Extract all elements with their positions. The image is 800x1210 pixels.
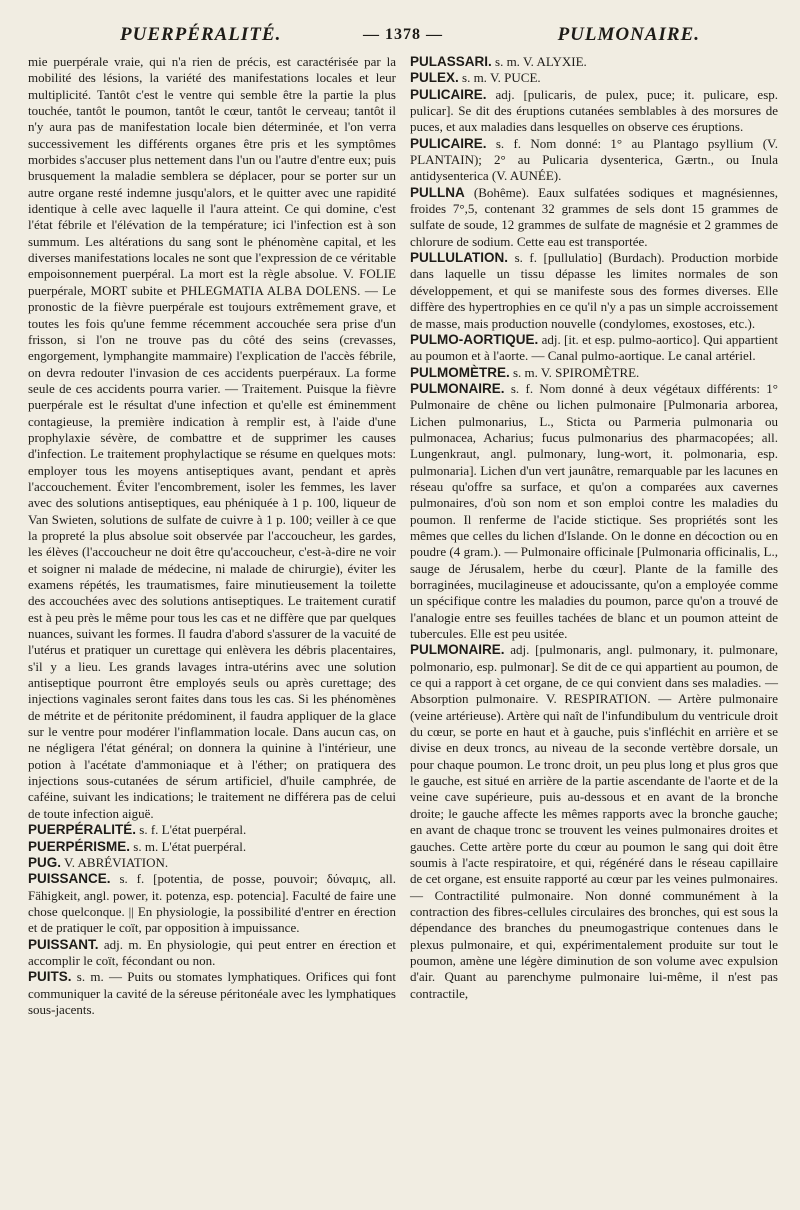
entry-puissant (28, 937, 396, 970)
entry-puits (28, 969, 396, 1018)
definition: s. m. — Puits ou stomates lymphatiques. Orifices qui font communiquer la cavité de la séreuse péritonéale avec les lymphatiques sous-jacents. (28, 969, 396, 1017)
entry-pulmometre (410, 365, 778, 381)
page-number: — 1378 — (363, 26, 443, 43)
running-head-left: PUERPÉRALITÉ. (120, 24, 282, 45)
definition: s. f. [potentia, de posse, pouvoir; δύναμις, all. Fähigkeit, angl. power, it. potenza, esp. potencia]. Faculté de faire une chose quelconque. || En physiologie, la possibilité d'entrer en érection et de pratiquer le coït, par opposition à impuissance. (28, 871, 397, 936)
headword: PULLULATION. (410, 250, 508, 266)
headword: PULMO-AORTIQUE. (410, 331, 539, 347)
two-column-body (28, 54, 778, 1018)
entry-pulex (410, 70, 778, 86)
headword: PULLNA (410, 184, 465, 200)
definition: s. f. Nom donné à deux végétaux différents: 1° Pulmonaire de chêne ou lichen pulmonaire [Pulmonaria arborea, Lichen pulmonarius, L., Sticta ou Parmeria pulmonaria ou pulmonacea, Acharius; fucus pulmonarius des pharmacopées; all. Lungenkraut, angl. pulmonary, lung-wort, it. polmonaria, esp. pulmonaria]. Lichen d'un vert jaunâtre, remarquable par les lacunes en réseau qu'offre sa surface, et qu'on a comparées aux cavernes pulmonaires, d'où son nom et son emploi contre les maladies du poumon. Il renferme de l'acide stictique. Ses propriétés sont les mêmes que celles du lichen d'Islande. On le donne en décoction ou en poudre (4 gram.). — Pulmonaire officinale [Pulmonaria officinalis, L., sauge de Jérusalem, herbe du cœur]. Plante de la famille des borraginées, mucilagineuse et adoucissante, qu'on a employée comme un spécifique contre les maladies du poumon, parce qu'on a trouvé de l'analogie entre ses feuilles tachées de blanc et un poumon atteint de tubercules. Elle est peu usitée. (410, 380, 779, 642)
running-head-right: PULMONAIRE. (557, 24, 700, 45)
headword: PULMONAIRE. (410, 380, 505, 396)
entry-pulmonaire-adj (410, 642, 778, 1002)
entry-pullulation (410, 250, 778, 332)
headword: PUERPÉRISME. (28, 838, 131, 854)
headword: PUITS. (28, 969, 72, 985)
headword: PUISSANT. (28, 936, 99, 952)
definition: adj. m. En physiologie, qui peut entrer en érection et accomplir le coït, fécondant ou non. (28, 936, 397, 968)
definition: s. f. Nom donné: 1° au Plantago psyllium (V. PLANTAIN); 2° au Pulicaria dysenterica, Gærtn., ou Inula antidysenterica (V. AUNÉE). (410, 135, 778, 184)
entry-pullna (410, 185, 778, 250)
definition: (Bohême). Eaux sulfatées sodiques et magnésiennes, froides 7°,5, contenant 32 grammes de sels dont 15 grammes de sulfate de soude, 12 grammes de sulfate de magnésie et 2 grammes de chlorure de sodium. Cette eau est transportée. (410, 184, 779, 249)
definition: s. f. [pullulatio] (Burdach). Production morbide dans laquelle un tissu dépasse les limites normales de son développement, et qui se manifeste sous des formes diverses. Elle diffère des hypertrophies en ce qu'il n'y a pas un simple accroissement de masse, mais production nouvelle (condylomes, exostoses, etc.). (410, 250, 779, 331)
definition: V. ABRÉVIATION. (64, 854, 169, 870)
definition: s. m. V. SPIROMÈTRE. (513, 364, 640, 380)
headword: PULMONAIRE. (410, 642, 505, 658)
entry-puissance (28, 871, 396, 936)
headword: PUERPÉRALITÉ. (28, 822, 137, 838)
entry-pulicaire-adj (410, 87, 778, 136)
entry-pulmonaire-sf (410, 381, 778, 643)
entry-puerperalite (28, 822, 396, 838)
definition: adj. [pulicaris, de pulex, puce; it. pulicare, esp. pulicar]. Se dit des éruptions cutanées semblables à des morsures de puces, et aux maladies dans lesquelles on observe ces éruptions. (410, 86, 779, 135)
headword: PULICAIRE. (410, 135, 487, 151)
headword: PULASSARI. (410, 54, 492, 69)
entry-pulmo-aortique (410, 332, 778, 365)
continuation-paragraph: mie puerpérale vraie, qui n'a rien de précis, est caractérisée par la mobilité des lésions, la variété des manifestations locales et leur multiplicité. Tantôt c'est le ventre qui semble être la partie la plus touchée, tantôt le poumon, tantôt le cœur, tantôt le cerveau; tantôt il n'y aura pas de manifestation locale bien déterminée, et l'on verra successivement les différents organes être pris et les symptômes morbides s'accuser plus nettement dans l'un ou l'autre d'entre eux; puis brusquement la maladie semblera se déplacer, pour se porter sur un autre organe resté indemne jusqu'alors, et le quitter avec une rapidité identique à celle avec laquelle il l'aura atteint. Ce qui domine, c'est l'état fébrile et l'élévation de la température; ici l'infection est à son summum. Les altérations du sang sont le phénomène capital, et les diverses manifestations locales ne sont que l'expression de ce véritable empoisonnement puerpéral. La mort est la règle absolue. V. FOLIE puerpérale, MORT subite et PHLEGMATIA ALBA DOLENS. — Le pronostic de la fièvre puerpérale est toujours extrêmement grave, et toutes les fois qu'une femme récemment accouchée sera prise d'un frisson, si l'on ne trouve pas du côté des seins (crevasses, engorgement, lymphangite mammaire) l'explication de l'accès fébrile, on devra redouter l'invasion de ces accidents puerpéraux. La forme seule de ces accidents pourra varier. — Traitement. Puisque la fièvre puerpérale est le résultat d'une infection et qu'elle est éminemment contagieuse, la première indication à remplir est, à l'aide d'une prophylaxie sévère, de combattre et de supprimer les causes d'infection. Le traitement prophylactique se résume en quelques mots: employer tous les moyens antiseptiques avant, pendant et après l'accouchement. Éviter l'encombrement, isoler les femmes, les laver avec des solutions antiseptiques, eau phéniquée à 1 p. 100, liqueur de Van Swieten, solutions de sulfate de cuivre à 1 p. 100; veiller à ce que la propreté la plus absolue soit observée par l'accoucheur, les gardes, les élèves (l'accoucheur ne doit être qu'accoucheur, c'est-à-dire ne voir et soigner ni malade de médecine, ni malade de chirurgie), éviter les examens répétés, les traumatismes, faire minutieusement la toilette des accouchées avec des solutions antiseptiques. Le traitement curatif est à peu près le même pour tous les cas et ne diffère que par quelques nuances, suivant les formes. Il faudra d'abord s'assurer de la vacuité de l'utérus et pratiquer un curettage qui enlèvera les débris placentaires, s'il y a lieu. Les grands lavages intra-utérins avec une solution antiseptique pourront être employés seuls ou après curettage; des injections vaginales seront faites dans tous les cas. Si les phénomènes de métrite et de péritonite prédominent, il faudra appliquer de la glace sur le ventre pour modérer l'inflammation locale. Dans aucun cas, on ne négligera l'état général; on donnera la quinine à l'intérieur, une potion à l'acétate d'ammoniaque et à l'éther; on pratiquera des injections sous-cutanées de sérum artificiel, d'huile camphrée, de caféine, suivant les indications; le traitement ne différera pas de celui de toute infection aiguë. (28, 54, 396, 821)
definition: adj. [it. et esp. pulmo-aortico]. Qui appartient au poumon et à l'aorte. — Canal pulmo-aortique. Le canal artériel. (410, 331, 778, 364)
definition: s. f. L'état puerpéral. (139, 822, 247, 838)
definition: s. m. V. PUCE. (462, 70, 541, 86)
page-header (28, 18, 778, 54)
headword: PUG. (28, 854, 62, 870)
entry-pulassari (410, 54, 778, 70)
headword: PUISSANCE. (28, 871, 111, 887)
definition: s. m. L'état puerpéral. (133, 838, 247, 854)
definition: adj. [pulmonaris, angl. pulmonary, it. pulmonare, polmonario, esp. pulmonar]. Se dit de ce qui appartient au poumon, de ce qui a rapport à cet organe, de ce qui convient dans ses maladies. — Absorption pulmonaire. V. RESPIRATION. — Artère pulmonaire (veine artérieuse). Artère qui naît de l'infundibulum du ventricule droit du cœur, se porte en haut et à gauche, puis s'infléchit en arrière et se divise en deux troncs, au niveau de la seconde vertèbre dorsale, un pour chaque poumon. Le tronc droit, un peu plus long et plus gros que le gauche, est situé en arrière de la partie ascendante de l'aorte et de la veine cave supérieure, puis au-dessous et en avant de la bronche droite; le gauche affecte les mêmes rapports avec la bronche gauche; en avant de chaque tronc se trouvent les veines pulmonaires droites et gauches. Cette artère porte du cœur au poumon le sang qui doit être soumis à l'acte respiratoire, et qui, régénéré dans le réseau capillaire de cet organe, est ensuite rapporté au cœur par les veines pulmonaires. — Contractilité pulmonaire. Non donné communément à la contraction des fibres-cellules circulaires des bronches, qui est sous la dépendance des branches du pneumogastrique contenues dans le plexus pulmonaire, et qui, expérimentalement produite sur tout le poumon, amène une légère diminution de son volume avec expulsion d'air. Quant au parenchyme pulmonaire lui-même, il n'est pas contractile, (410, 642, 779, 1001)
headword: PULMOMÈTRE. (410, 364, 510, 380)
entry-pulicaire-sf (410, 136, 778, 185)
entry-pug (28, 855, 396, 871)
right-column (410, 54, 778, 1018)
entry-puerperisme (28, 839, 396, 855)
definition: s. m. V. ALYXIE. (495, 54, 587, 69)
headword: PULICAIRE. (410, 86, 487, 102)
left-column (28, 54, 396, 1018)
headword: PULEX. (410, 70, 459, 86)
